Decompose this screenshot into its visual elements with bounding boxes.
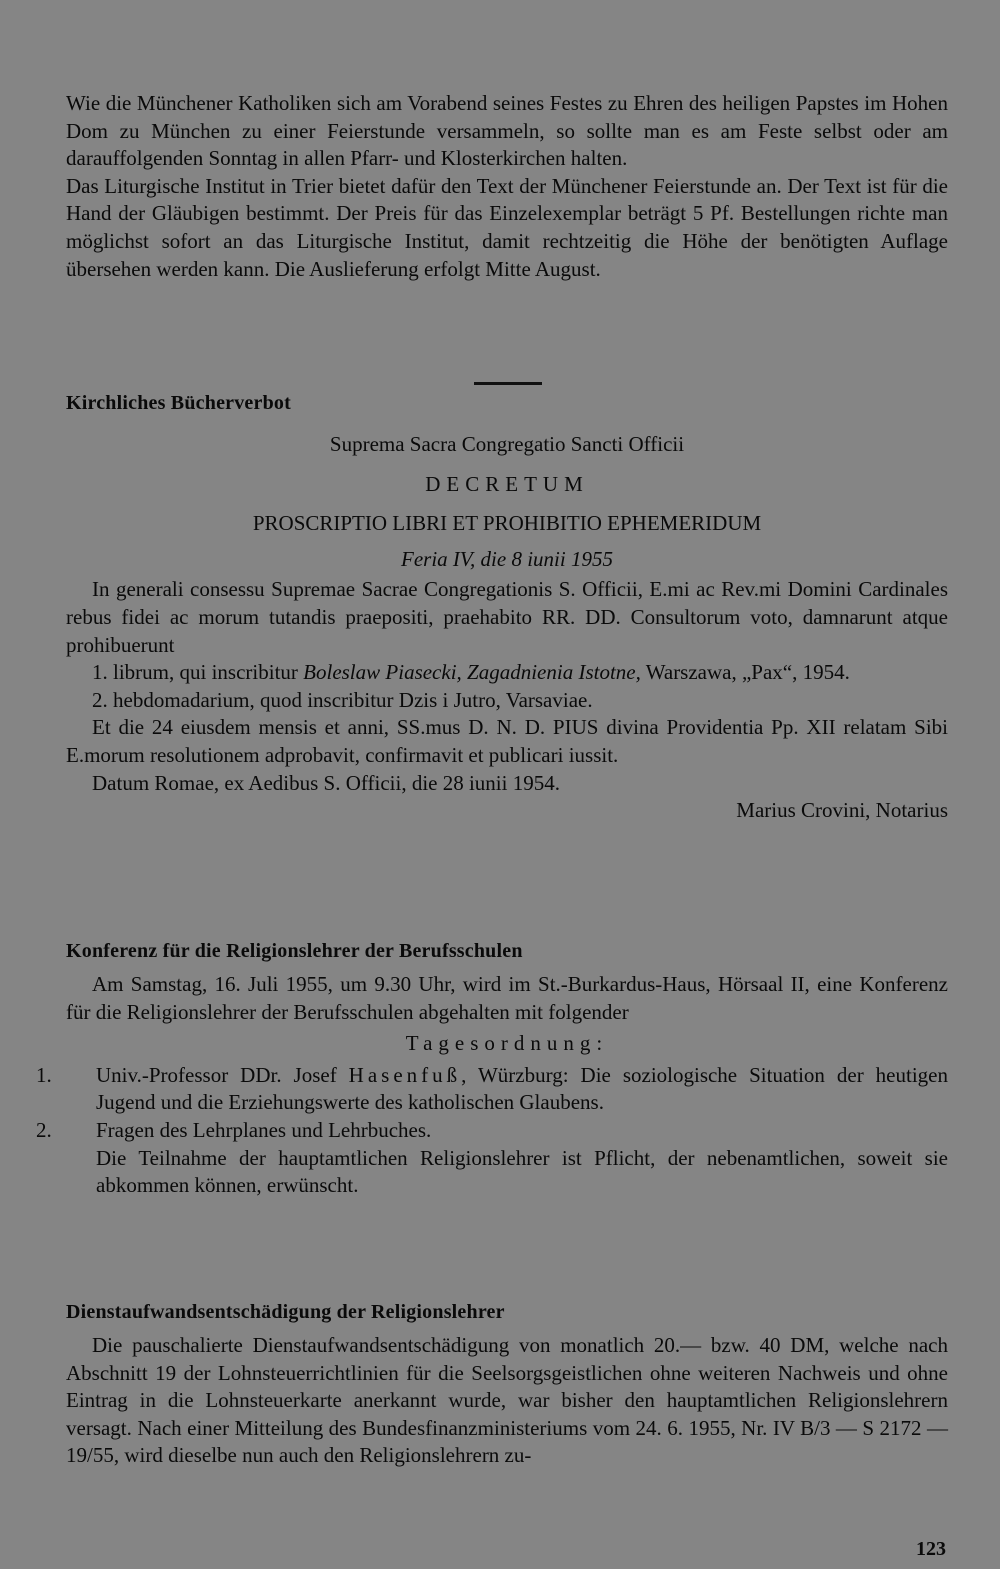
section-divider bbox=[474, 382, 542, 385]
agenda-item-1-number: 1. bbox=[36, 1062, 52, 1087]
decree-subtitle: PROSCRIPTIO LIBRI ET PROHIBITIO EPHEMERIDUM bbox=[252, 511, 762, 536]
agenda-item-2-number: 2. bbox=[36, 1117, 52, 1142]
page-number: 123 bbox=[916, 1538, 946, 1560]
agenda-item-2 bbox=[36, 1117, 948, 1145]
section-heading: Dienstaufwandsentschädigung der Religionslehrer bbox=[66, 1301, 505, 1323]
attendance-note: Die Teilnahme der hauptamtlichen Religionslehrer ist Pflicht, der nebenamtlichen, soweit sie abkommen können, erwünscht. bbox=[96, 1145, 948, 1198]
agenda-item-1-topic: , Würzburg: Die soziologische Situation der heutigen Jugend und die Erziehungswerte des katholischen Glaubens. bbox=[96, 1062, 948, 1115]
agenda-item-1-text: Univ.-Professor DDr. Josef bbox=[96, 1062, 349, 1087]
decree-title: DECRETUM bbox=[425, 471, 589, 496]
section-konferenz bbox=[36, 940, 948, 1200]
agenda-title: Tagesordnung: bbox=[405, 1031, 609, 1056]
decree-paragraph-1: In generali consessu Supremae Sacrae Congregationis S. Officii, E.mi ac Rev.mi Domini Cardinales rebus fidei ac morum tutandis praepositi, praehabito RR. DD. Consultorum voto, damnarunt atque prohibuerunt bbox=[66, 577, 948, 657]
decree-signature: Marius Crovini, Notarius bbox=[736, 798, 948, 823]
intro-text bbox=[66, 90, 948, 283]
decree-item-1-publisher: Warszawa, „Pax“, 1954. bbox=[640, 660, 850, 685]
section-heading: Kirchliches Bücherverbot bbox=[66, 392, 291, 414]
intro-paragraph-2: Das Liturgische Institut in Trier bietet dafür den Text der Münchener Feierstunde an. Der Text ist für die Hand der Gläubigen bestimmt. Der Preis für das Einzelexemplar beträgt 5 Pf. Bestellungen richte man möglichst sofort an das Liturgische Institut, damit rechtzeitig die Höhe der benötigten Auflage übersehen werden kann. Die Auslieferung erfolgt Mitte August. bbox=[66, 173, 948, 281]
section-heading: Konferenz für die Religionslehrer der Berufsschulen bbox=[66, 940, 523, 962]
intro-paragraph-1: Wie die Münchener Katholiken sich am Vorabend seines Festes zu Ehren des heiligen Papstes im Hohen Dom zu München zu einer Feierstunde versammeln, so sollte man es am Feste selbst oder am darauffolgenden Sonntag in allen Pfarr- und Klosterkirchen halten. bbox=[66, 91, 948, 171]
decree-paragraph-3: Datum Romae, ex Aedibus S. Officii, die 28 iunii 1954. bbox=[92, 770, 560, 795]
allowance-paragraph: Die pauschalierte Dienstaufwandsentschädigung von monatlich 20.— bzw. 40 DM, welche nach Abschnitt 19 der Lohnsteuerrichtlinien für die Seelsorgsgeistlichen ohne weiteren Nachweis und ohne Eintrag in die Lohnsteuerkarte anerkannt wurde, war bisher den hauptamtlichen Religionslehrern versagt. Nach einer Mitteilung des Bundesfinanzministeriums vom 24. 6. 1955, Nr. IV B/3 — S 2172 — 19/55, wird dieselbe nun auch den Religionslehrern zu- bbox=[66, 1333, 948, 1468]
decree-issuer: Suprema Sacra Congregatio Sancti Officii bbox=[329, 432, 685, 456]
decree-paragraph-2: Et die 24 eiusdem mensis et anni, SS.mus D. N. D. PIUS divina Providentia Pp. XII relatam Sibi E.morum resolutionem adprobavit, confirmavit et publicari iussit. bbox=[66, 715, 948, 767]
section-buecherverbot bbox=[66, 392, 948, 825]
section-dienstaufwand bbox=[66, 1301, 948, 1470]
agenda-item-2-text: Fragen des Lehrplanes und Lehrbuches. bbox=[96, 1117, 432, 1142]
conference-paragraph: Am Samstag, 16. Juli 1955, um 9.30 Uhr, wird im St.-Burkardus-Haus, Hörsaal II, eine Konferenz für die Religionslehrer der Berufsschulen abgehalten mit folgender bbox=[66, 972, 948, 1024]
agenda-item-1-speaker: Hasenfuß bbox=[348, 1062, 462, 1087]
decree-item-1-title: Boleslaw Piasecki, Zagadnienia Istotne, bbox=[303, 660, 641, 685]
decree-date: Feria IV, die 8 iunii 1955 bbox=[401, 546, 613, 571]
decree-item-1 bbox=[66, 659, 948, 687]
agenda-item-1 bbox=[36, 1062, 948, 1117]
decree-item-1-text: 1. librum, qui inscribitur bbox=[92, 660, 304, 685]
decree-item-2: 2. hebdomadarium, quod inscribitur Dzis i Jutro, Varsaviae. bbox=[92, 687, 593, 712]
